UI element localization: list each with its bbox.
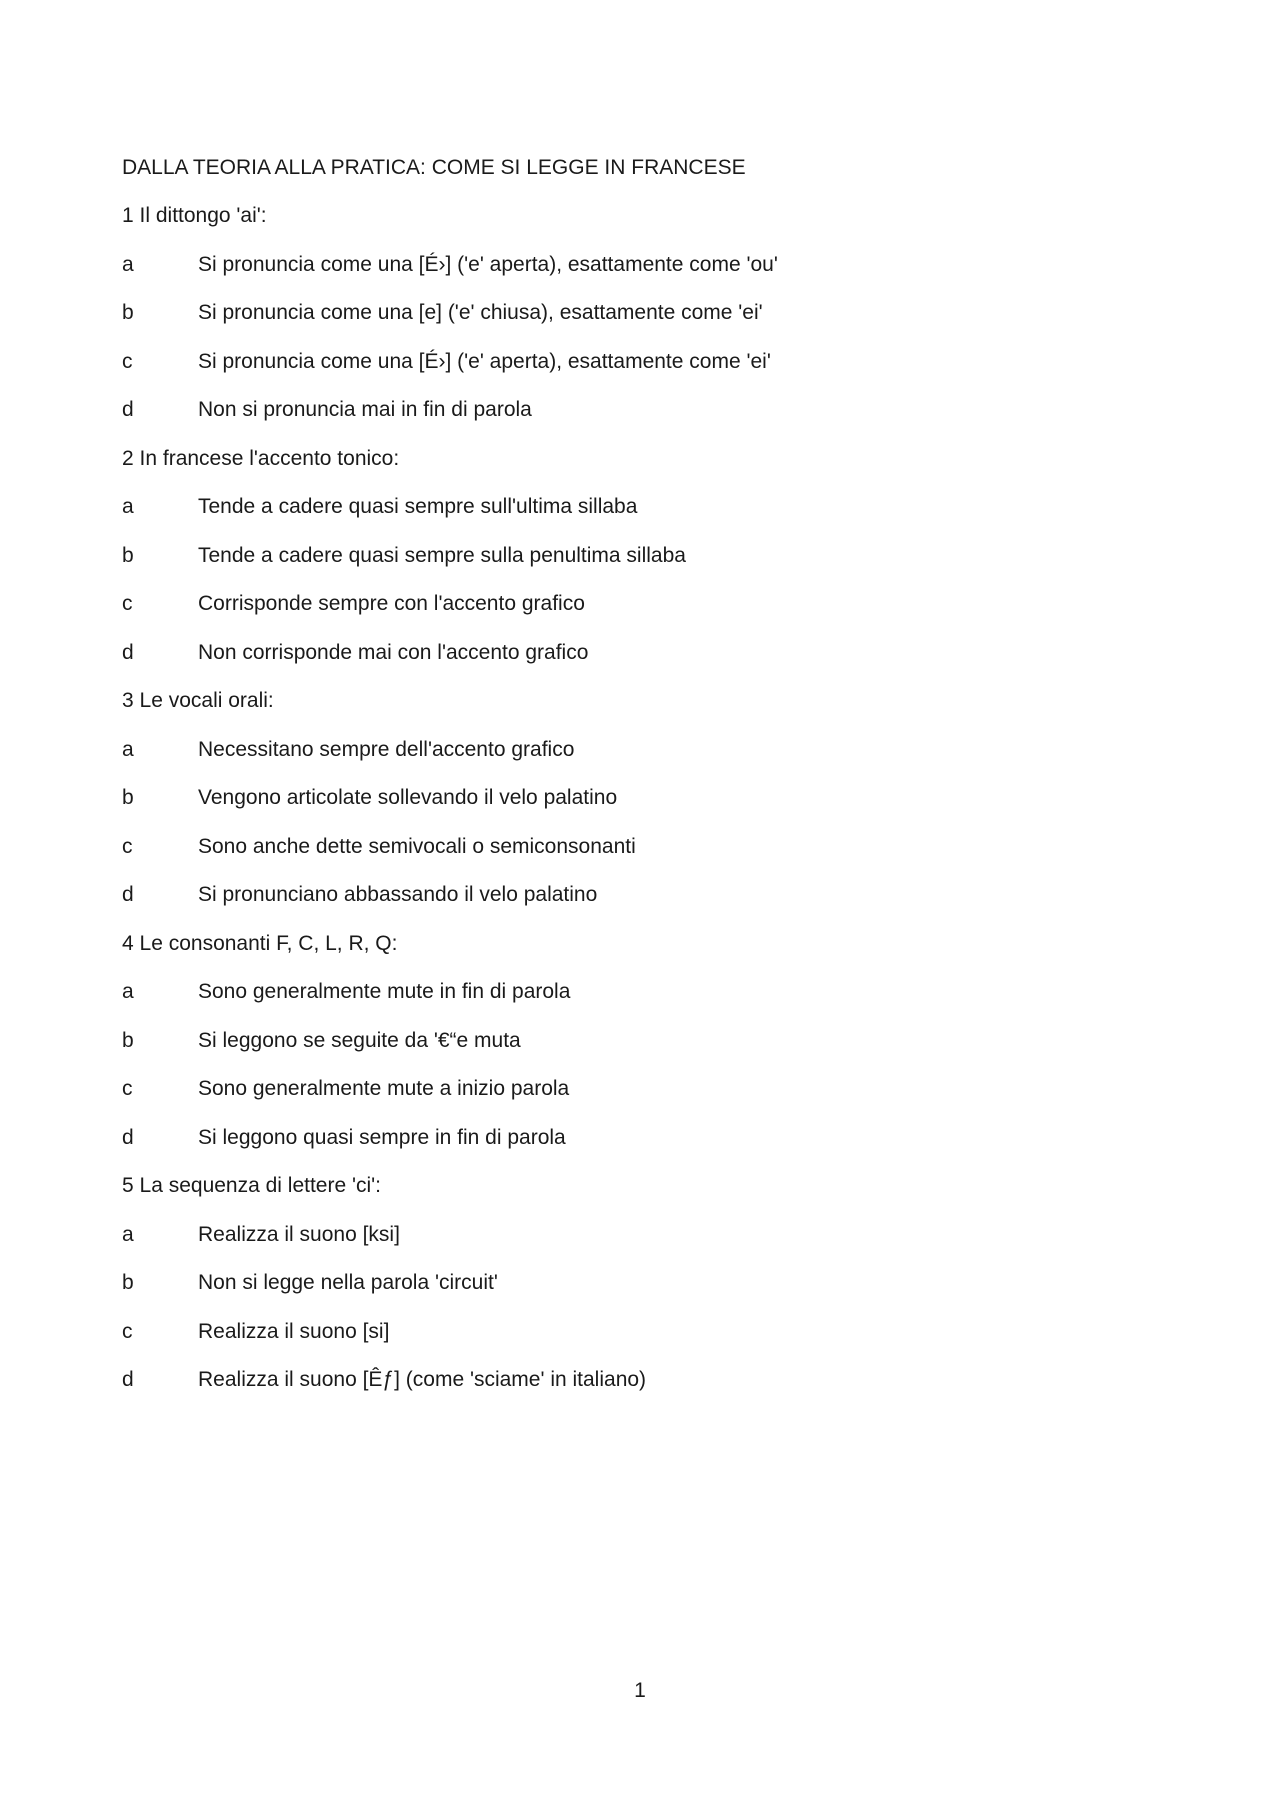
option-text: Sono generalmente mute a inizio parola (198, 1077, 570, 1100)
quiz-content (122, 202, 1162, 1415)
question-3-option-d (122, 881, 1162, 930)
question-5-option-c (122, 1318, 1162, 1367)
question-5: 5 La sequenza di lettere 'ci': (122, 1174, 382, 1197)
option-letter: a (122, 1222, 134, 1246)
question-2-option-c (122, 590, 1162, 639)
option-text: Si leggono quasi sempre in fin di parola (198, 1125, 566, 1149)
option-text: Si pronuncia come una [e] ('e' chiusa), esattamente come 'ei' (198, 301, 763, 324)
option-text: Tende a cadere quasi sempre sull'ultima sillaba (198, 495, 638, 518)
question-1-option-a (122, 251, 1162, 300)
option-letter: b (122, 301, 134, 324)
question-5-option-b (122, 1269, 1162, 1318)
option-text: Realizza il suono [Êƒ] (come 'sciame' in italiano) (198, 1368, 647, 1391)
question-3-option-b (122, 784, 1162, 833)
question-2-option-d (122, 639, 1162, 688)
option-text: Realizza il suono [ksi] (198, 1222, 400, 1246)
option-text: Tende a cadere quasi sempre sulla penultima sillaba (198, 543, 686, 567)
option-text: Non corrisponde mai con l'accento grafico (198, 640, 589, 664)
question-1-option-d (122, 396, 1162, 445)
option-letter: a (122, 980, 134, 1003)
option-text: Si pronuncia come una [É›] ('e' aperta), esattamente come 'ou' (198, 252, 778, 276)
option-text: Realizza il suono [si] (198, 1319, 390, 1343)
question-4-option-d (122, 1124, 1162, 1173)
question-4: 4 Le consonanti F, C, L, R, Q: (122, 931, 398, 955)
option-text: Necessitano sempre dell'accento grafico (198, 737, 575, 761)
question-5-option-d (122, 1366, 1162, 1415)
question-3-option-c (122, 833, 1162, 882)
option-letter: d (122, 1125, 134, 1149)
option-letter: d (122, 640, 134, 664)
option-letter: a (122, 737, 134, 761)
option-letter: b (122, 1028, 134, 1052)
question-2-option-b (122, 542, 1162, 591)
question-4-option-a (122, 978, 1162, 1027)
document-title: DALLA TEORIA ALLA PRATICA: COME SI LEGGE IN FRANCESE (122, 156, 746, 179)
option-letter: a (122, 495, 134, 518)
option-text: Si leggono se seguite da '€“e muta (198, 1028, 521, 1052)
option-letter: c (122, 1077, 133, 1100)
option-letter: c (122, 834, 133, 858)
option-letter: a (122, 252, 134, 276)
question-3-option-a (122, 736, 1162, 785)
option-letter: d (122, 1368, 134, 1391)
question-2: 2 In francese l'accento tonico: (122, 446, 400, 470)
option-letter: b (122, 786, 134, 809)
option-letter: b (122, 543, 134, 567)
question-4-option-b (122, 1027, 1162, 1076)
option-text: Vengono articolate sollevando il velo palatino (198, 786, 618, 809)
option-text: Si pronunciano abbassando il velo palatino (198, 883, 598, 906)
option-letter: d (122, 883, 134, 906)
question-3: 3 Le vocali orali: (122, 689, 274, 712)
option-text: Sono anche dette semivocali o semiconsonanti (198, 834, 636, 858)
option-text: Non si legge nella parola 'circuit' (198, 1271, 498, 1294)
option-letter: c (122, 1319, 133, 1343)
question-4-option-c (122, 1075, 1162, 1124)
option-letter: d (122, 398, 134, 421)
option-text: Si pronuncia come una [É›] ('e' aperta), esattamente come 'ei' (198, 349, 771, 373)
question-2-option-a (122, 493, 1162, 542)
question-1-option-b (122, 299, 1162, 348)
option-text: Corrisponde sempre con l'accento grafico (198, 592, 585, 615)
option-text: Sono generalmente mute in fin di parola (198, 980, 571, 1003)
option-letter: b (122, 1271, 134, 1294)
option-text: Non si pronuncia mai in fin di parola (198, 398, 532, 421)
question-1-option-c (122, 348, 1162, 397)
page-number: 1 (634, 1679, 646, 1702)
question-5-option-a (122, 1221, 1162, 1270)
option-letter: c (122, 349, 133, 373)
question-1: 1 Il dittongo 'ai': (122, 204, 267, 227)
option-letter: c (122, 592, 133, 615)
